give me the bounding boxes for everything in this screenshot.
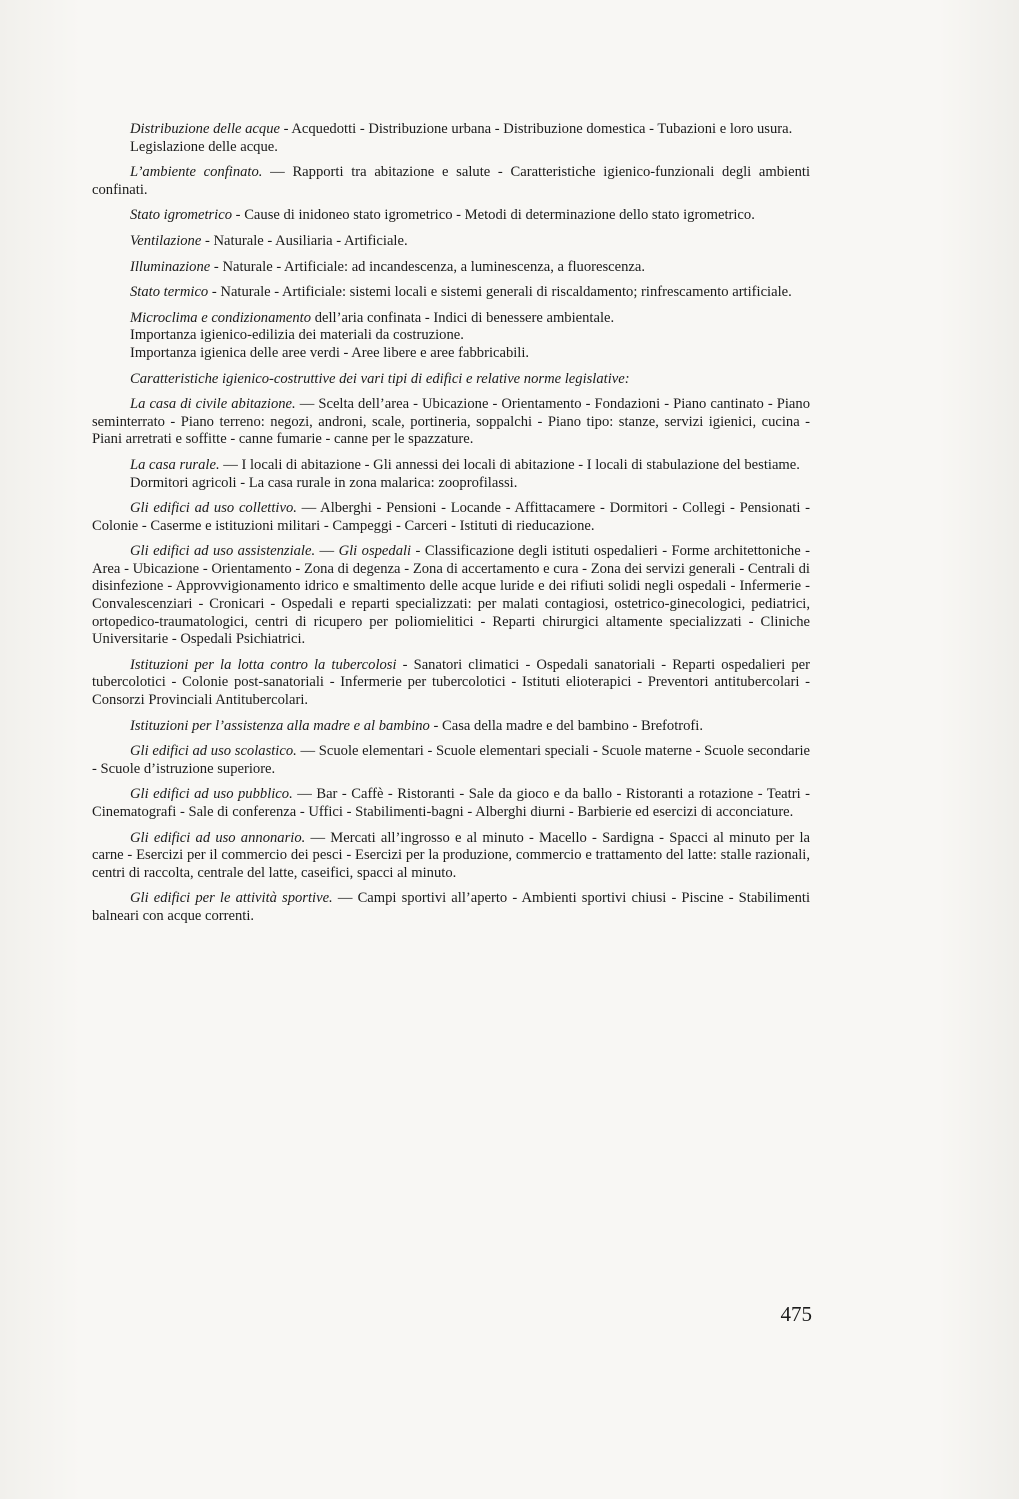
separator: - bbox=[429, 717, 443, 734]
paragraph-p22 bbox=[92, 890, 810, 925]
page-number: 475 bbox=[780, 1302, 812, 1326]
paragraph-text: Alberghi - Pensioni - Locande - Affittacamere - Dormitori - Collegi - Pensionati - Colonie - Caserme e istituzioni militari - Campeggi - Carceri - Istituti di rieducazione. bbox=[92, 500, 810, 534]
paragraph-heading: La casa di civile abitazione. bbox=[130, 396, 296, 413]
paragraph-p20 bbox=[92, 786, 810, 821]
paragraph-heading: Gli edifici ad uso scolastico. bbox=[130, 743, 297, 760]
paragraph-heading: La casa rurale. bbox=[130, 456, 220, 473]
paragraph-text: Naturale - Artificiale: sistemi locali e sistemi generali di riscaldamento; rinfrescamento artificiale. bbox=[220, 284, 792, 301]
paragraph-p17 bbox=[92, 657, 810, 710]
separator: - bbox=[279, 121, 292, 137]
paragraph-heading: L’ambiente confinato. bbox=[130, 164, 263, 181]
separator: — bbox=[305, 829, 331, 846]
separator: — bbox=[296, 500, 321, 517]
paragraph-text: Casa della madre e del bambino - Brefotrofi. bbox=[442, 717, 703, 734]
paragraph-text: Legislazione delle acque. bbox=[130, 138, 278, 155]
paragraph-heading: Gli edifici ad uso pubblico. bbox=[130, 786, 293, 803]
paragraph-heading: Gli edifici ad uso collettivo. bbox=[130, 500, 297, 517]
separator: - bbox=[210, 258, 223, 275]
paragraph-heading: Stato termico bbox=[130, 284, 209, 301]
separator: — bbox=[332, 890, 358, 907]
paragraph-text: Bar - Caffè - Ristoranti - Sale da gioco e da ballo - Ristoranti a rotazione - Teatri - Cinematografi - Sale di conferenza - Uffici - Stabilimenti-bagni - Alberghi diurni - Barbierie ed esercizi di acconciature. bbox=[92, 786, 810, 820]
paragraph-text: Scelta dell’area - Ubicazione - Orientamento - Fondazioni - Piano cantinato - Piano seminterrato - Piano terreno: negozi, androni, scale, portineria, soppalchi - Piano tipo: stanze, servizi igienici, cucina - Piani arretrati e soffitte - canne fumarie - canne per le spazzature. bbox=[92, 396, 810, 448]
paragraph-p11 bbox=[92, 371, 810, 389]
paragraph-subheading: Gli ospedali bbox=[338, 543, 412, 560]
paragraph-heading: Istituzioni per la lotta contro la tubercolosi bbox=[130, 656, 397, 673]
separator: — bbox=[292, 786, 317, 803]
paragraph-p21 bbox=[92, 830, 810, 883]
paragraph-p3 bbox=[92, 164, 810, 199]
paragraph-text: Mercati all’ingrosso e al minuto - Macello - Sardigna - Spacci al minuto per la carne - Esercizi per il commercio dei pesci - Esercizi per la produzione, commercio e trattamento del latte: stalle razionali, centri di raccolta, centrale del latte, caseifici, spacci al minuto. bbox=[92, 829, 811, 881]
paragraph-text: I locali di abitazione - Gli annessi dei locali di abitazione - I locali di stabulazione del bestiame. bbox=[241, 456, 800, 473]
separator: - bbox=[201, 232, 214, 249]
paragraph-heading: Distribuzione delle acque bbox=[130, 121, 280, 137]
separator: — bbox=[295, 396, 319, 413]
paragraph-p4 bbox=[92, 207, 810, 225]
paragraph-heading: Illuminazione bbox=[130, 258, 211, 275]
separator: - bbox=[396, 656, 414, 673]
page-body bbox=[92, 121, 810, 934]
paragraph-p15 bbox=[92, 500, 810, 535]
separator: — bbox=[315, 543, 339, 560]
paragraph-heading: Istituzioni per l’assistenza alla madre e al bambino bbox=[130, 717, 430, 734]
paragraph-text: Rapporti tra abitazione e salute - Caratteristiche igienico-funzionali degli ambienti confinati. bbox=[92, 164, 810, 198]
paragraph-text: Naturale - Artificiale: ad incandescenza, a luminescenza, a fluorescenza. bbox=[222, 258, 646, 275]
paragraph-heading: Microclima e condizionamento bbox=[130, 309, 312, 326]
paragraph-text: Importanza igienica delle aree verdi - Aree libere e aree fabbricabili. bbox=[130, 344, 530, 361]
paragraph-heading: Gli edifici ad uso annonario. bbox=[130, 829, 306, 846]
separator: — bbox=[262, 164, 293, 181]
paragraph-text: Campi sportivi all’aperto - Ambienti sportivi chiusi - Piscine - Stabilimenti balneari con acque correnti. bbox=[92, 890, 811, 924]
paragraph-p19 bbox=[92, 743, 810, 778]
paragraph-heading: Gli edifici ad uso assistenziale. bbox=[130, 543, 316, 560]
paragraph-p18 bbox=[92, 718, 810, 736]
paragraph-p8 bbox=[92, 310, 810, 328]
paragraph-p16 bbox=[92, 543, 810, 649]
paragraph-text: Dormitori agricoli - La casa rurale in zona malarica: zooprofilassi. bbox=[130, 474, 518, 491]
paragraph-text: Importanza igienico-edilizia dei materiali da costruzione. bbox=[130, 327, 464, 344]
paragraph-text: Scuole elementari - Scuole elementari speciali - Scuole materne - Scuole secondarie - Scuole d’istruzione superiore. bbox=[92, 743, 810, 777]
paragraph-p5 bbox=[92, 233, 810, 251]
paragraph-text: Acquedotti - Distribuzione urbana - Distribuzione domestica - Tubazioni e loro usura. bbox=[291, 121, 793, 137]
paragraph-p9 bbox=[92, 327, 810, 345]
paragraph-text: Sanatori climatici - Ospedali sanatoriali - Reparti ospedalieri per tubercolotici - Colonie post-sanatoriali - Infermerie per tubercolotici - Istituti elioterapici - Preventori antitubercolari - Consorzi Provinciali Antitubercolari. bbox=[92, 656, 810, 709]
paragraph-heading: Stato igrometrico bbox=[130, 207, 233, 224]
paragraph-p12 bbox=[92, 396, 810, 449]
paragraph-p6 bbox=[92, 259, 810, 277]
paragraph-p14 bbox=[92, 475, 810, 493]
separator: - bbox=[232, 207, 245, 224]
paragraph-text: dell’aria confinata - Indici di benessere ambientale. bbox=[314, 309, 615, 326]
paragraph-p1 bbox=[92, 121, 810, 139]
paragraph-p2 bbox=[92, 139, 810, 157]
paragraph-heading: Gli edifici per le attività sportive. bbox=[130, 890, 333, 907]
paragraph-p7 bbox=[92, 284, 810, 302]
paragraph-heading: Caratteristiche igienico-costruttive dei vari tipi di edifici e relative norme legislative: bbox=[130, 370, 630, 387]
paragraph-p10 bbox=[92, 345, 810, 363]
paragraph-text: Classificazione degli istituti ospedalieri - Forme architettoniche - Area - Ubicazione - Orientamento - Zona di degenza - Zona di accertamento e cura - Zona dei servizi generali - Centrali di disinfezione - Approvvigionamento idrico e smaltimento delle acque luride e dei rifiuti solidi negli ospedali - Infermerie - Convalescenziari - Cronicari - Ospedali e reparti specializzati: per malati contagiosi, ostetrico-ginecologici, pediatrici, ortopedico-traumatologici, centri di ricupero per poliomielitici - Reparti chirurgici altamente specializzati - Cliniche Universitarie - Ospedali Psichiatrici. bbox=[92, 543, 810, 648]
paragraph-text: Cause di inidoneo stato igrometrico - Metodi di determinazione dello stato igrometrico. bbox=[244, 207, 755, 224]
separator: - bbox=[208, 284, 221, 301]
paragraph-heading: Ventilazione bbox=[130, 232, 202, 249]
separator: - bbox=[411, 543, 425, 560]
separator: — bbox=[296, 743, 319, 760]
paragraph-text: Naturale - Ausiliaria - Artificiale. bbox=[213, 232, 408, 249]
separator: — bbox=[219, 456, 242, 473]
paragraph-p13 bbox=[92, 457, 810, 475]
